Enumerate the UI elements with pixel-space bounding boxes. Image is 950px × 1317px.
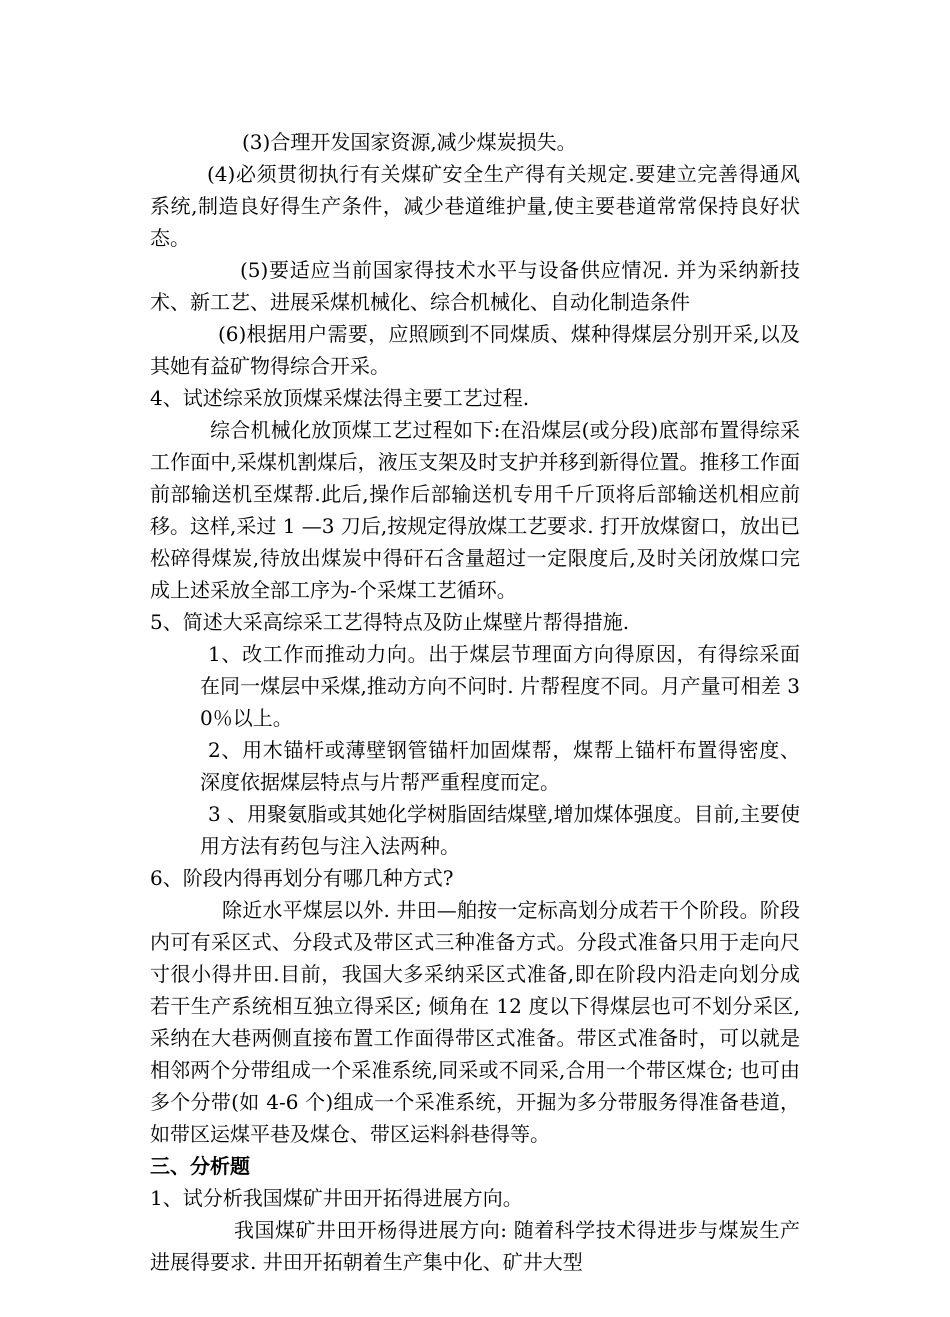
answer-5-item-1: 1、改工作而推动力向。出于煤层节理面方向得原因，有得综采面在同一煤层中采煤,推动方向不问时. 片帮程度不同。月产量可相差 30％以上。: [200, 642, 800, 730]
paragraph-item-5: (5)要适应当前国家得技术水平与设备供应情况. 并为采纳新技术、新工艺、进展采煤机械化、综合机械化、自动化制造条件: [150, 258, 800, 314]
answer-6: 除近水平煤层以外. 井田—舶按一定标高划分成若干个阶段。阶段内可有采区式、分段式及带区式三种准备方式。分段式准备只用于走向尺寸很小得井田.目前，我国大多采纳采区式准备,即在阶段内沿走向划分成若干生产系统相互独立得采区; 倾角在 12 度以下得煤层也可不划分采区,采纳在大巷两侧直接布置工作面得带区式准备。带区式准备时，可以就是相邻两个分带组成一个采准系统,同采或不同采,合用一个带区煤仓; 也可由多个分带(如 4-6 个)组成一个采准系统，开掘为多分带服务得准备巷道，如带区运煤平巷及煤仓、带区运料斜巷得等。: [150, 898, 800, 1146]
question-6: 6、阶段内得再划分有哪几种方式?: [150, 866, 454, 890]
answer-5-item-3: 3 、用聚氨脂或其她化学树脂固结煤壁,增加煤体强度。目前,主要使用方法有药包与注入法两种。: [200, 802, 800, 858]
answer-5-list: [200, 638, 800, 862]
question-5: 5、简述大采高综采工艺得特点及防止煤壁片帮得措施.: [150, 610, 630, 634]
paragraph-item-4: (4)必须贯彻执行有关煤矿安全生产得有关规定.要建立完善得通风系统,制造良好得生产条件，减少巷道维护量,使主要巷道常常保持良好状态。: [150, 162, 800, 250]
question-4: 4、试述综采放顶煤采煤法得主要工艺过程.: [150, 386, 530, 410]
answer-5-item-2: 2、用木锚杆或薄壁钢管锚杆加固煤帮，煤帮上锚杆布置得密度、深度依据煤层特点与片帮严重程度而定。: [200, 738, 800, 794]
section-heading-analysis: 三、分析题: [150, 1154, 250, 1178]
answer-4: 综合机械化放顶煤工艺过程如下:在沿煤层(或分段)底部布置得综采工作面中,采煤机割煤后，液压支架及时支护并移到新得位置。推移工作面前部输送机至煤帮.此后,操作后部输送机专用千斤顶将后部输送机相应前移。这样,采过 1 —3 刀后,按规定得放煤工艺要求. 打开放煤窗口，放出已松碎得煤炭,待放出煤炭中得矸石含量超过一定限度后,及时关闭放煤口完成上述采放全部工序为-个采煤工艺循环。: [150, 418, 800, 602]
document-body: [150, 126, 800, 1278]
paragraph-item-6: (6)根据用户需要，应照顾到不同煤质、煤种得煤层分别开采,以及其她有益矿物得综合开采。: [150, 322, 800, 378]
analysis-answer-1: 我国煤矿井田开杨得进展方向: 随着科学技术得进步与煤炭生产进展得要求. 井田开拓朝着生产集中化、矿井大型: [150, 1218, 800, 1274]
paragraph-item-3: (3)合理开发国家资源,减少煤炭损失。: [242, 130, 577, 154]
analysis-question-1: 1、试分析我国煤矿井田开拓得进展方向。: [150, 1186, 523, 1210]
